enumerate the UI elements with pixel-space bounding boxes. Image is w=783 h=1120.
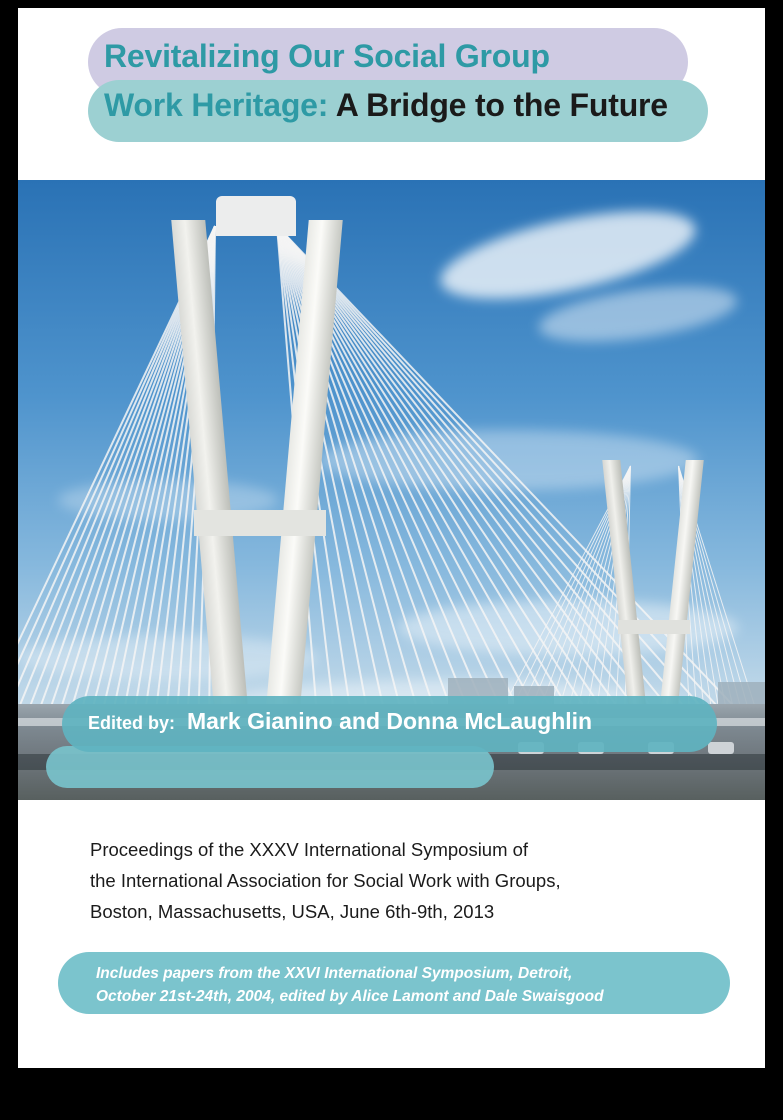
title-line-2: Work Heritage: (104, 87, 329, 123)
footer-note (96, 962, 716, 1008)
title-block (18, 8, 765, 173)
footer-line: Includes papers from the XXVI International Symposium, Detroit, (96, 965, 573, 982)
title-subtitle: A Bridge to the Future (328, 87, 668, 123)
proceedings-text (90, 834, 710, 927)
bridge-pylon-top (216, 196, 296, 236)
editors-band-secondary (46, 746, 494, 788)
bridge-pylon-crossbeam-secondary (618, 620, 690, 634)
editors-credit (88, 708, 728, 735)
footer-line: October 21st-24th, 2004, edited by Alice Lamont and Dale Swaisgood (96, 988, 604, 1005)
book-cover (18, 8, 765, 1068)
title-line-1: Revitalizing Our Social Group (104, 38, 550, 74)
proceedings-line: Boston, Massachusetts, USA, June 6th-9th, 2013 (90, 901, 495, 922)
editors-names: Mark Gianino and Donna McLaughlin (187, 708, 593, 734)
proceedings-line: the International Association for Social Work with Groups, (90, 870, 561, 891)
bridge-cable (276, 225, 730, 740)
bridge-pylon-crossbeam (194, 510, 326, 536)
skyline-building (718, 682, 765, 704)
proceedings-line: Proceedings of the XXXV International Symposium of (90, 839, 529, 860)
editors-label: Edited by: (88, 713, 176, 733)
car-shape (708, 742, 734, 754)
page-title (104, 32, 744, 130)
